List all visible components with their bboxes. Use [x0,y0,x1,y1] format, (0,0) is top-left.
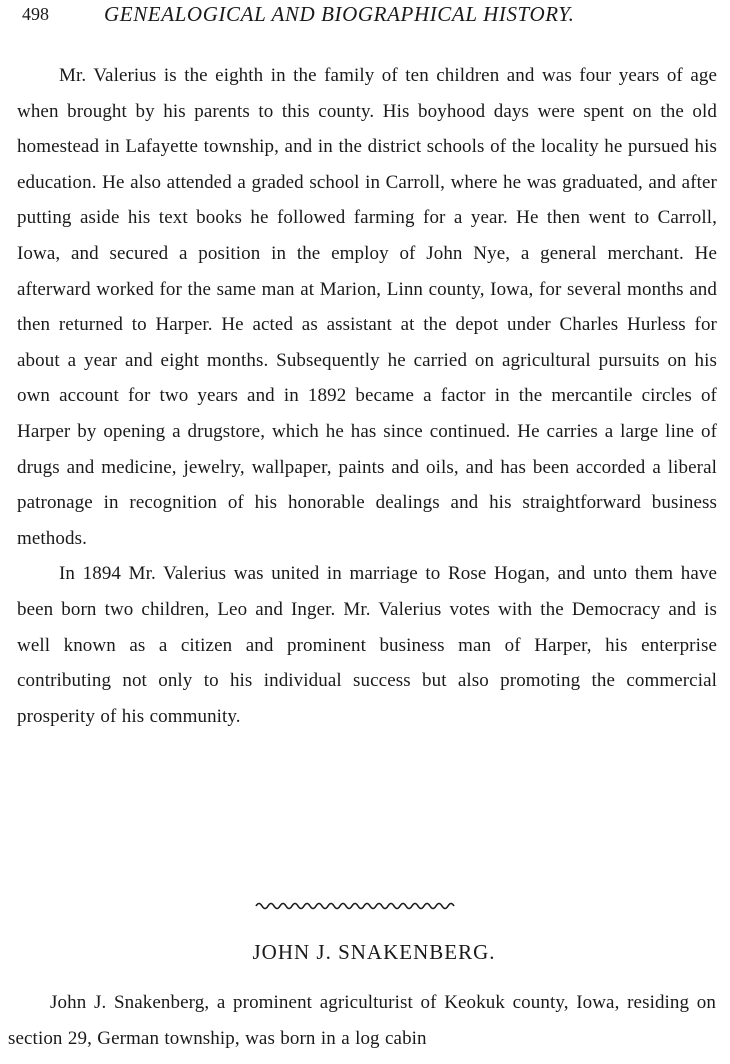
biography-text [17,58,717,734]
section-divider-ornament [254,898,458,914]
running-head [22,2,702,32]
running-title: GENEALOGICAL AND BIOGRAPHICAL HISTORY. [104,2,575,26]
paragraph-valerius-career: Mr. Valerius is the eighth in the family of ten children and was four years of age when brought by his parents to this county. His boyhood days were spent on the old homestead in Lafayette township, and in the district schools of the locality he pursued his education. He also attended a graded school in Carroll, where he was graduated, and after putting aside his text books he followed farming for a year. He then went to Carroll, Iowa, and secured a position in the employ of John Nye, a general merchant. He afterward worked for the same man at Marion, Linn county, Iowa, for several months and then returned to Harper. He acted as assistant at the depot under Charles Hurless for about a year and eight months. Subsequently he carried on agricultural pursuits on his own account for two years and in 1892 became a factor in the mercantile circles of Harper by opening a drugstore, which he has since continued. He carries a large line of drugs and medicine, jewelry, wallpaper, paints and oils, and has been accorded a liberal patronage in recognition of his honorable dealings and his straightforward business methods. [17,65,717,549]
paragraph-snakenberg-intro: John J. Snakenberg, a prominent agriculturist of Keokuk county, Iowa, residing on section 29, German township, was born in a log cabin [8,992,716,1049]
paragraph-valerius-family: In 1894 Mr. Valerius was united in marriage to Rose Hogan, and unto them have been born two children, Leo and Inger. Mr. Valerius votes with the Democracy and is well known as a citizen and prominent business man of Harper, his enterprise contributing not only to his individual success but also promoting the commercial prosperity of his community. [17,563,717,727]
section-heading: JOHN J. SNAKENBERG. [252,940,496,964]
section-text [8,985,716,1056]
page-number: 498 [22,4,49,24]
